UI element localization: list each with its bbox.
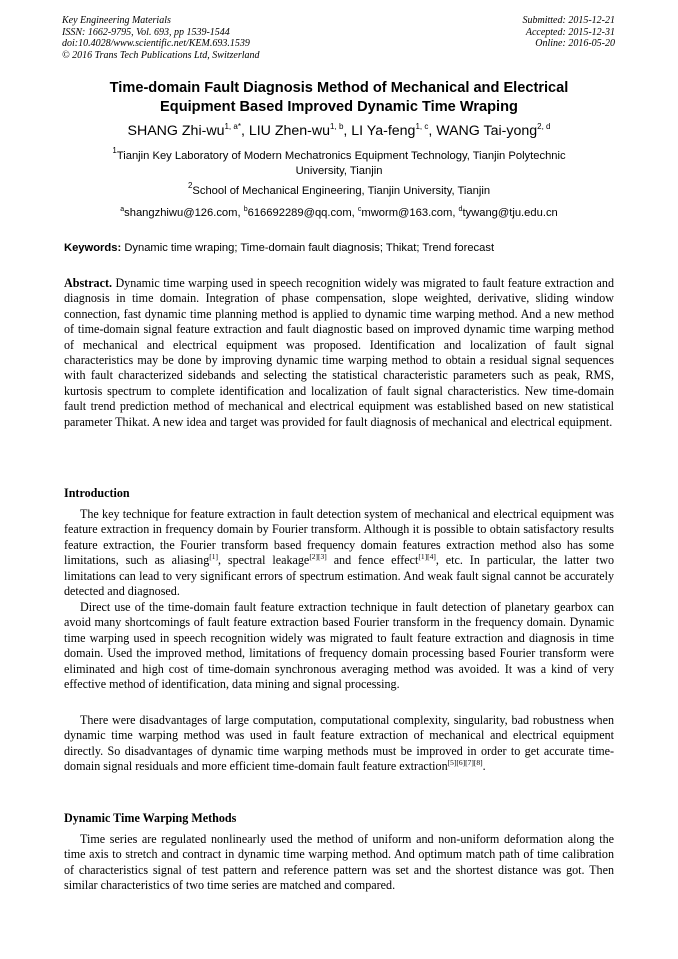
author-name: LIU Zhen-wu bbox=[248, 123, 331, 139]
citation-ref[interactable]: [5][6][7][8] bbox=[447, 758, 483, 768]
affiliation-2 bbox=[64, 181, 614, 199]
abstract-label: Abstract. bbox=[64, 276, 113, 290]
paragraph-text: , etc. In particular, the latter two limitations can lead to very significant errors of spectrum estimation. And weak fault signal cannot be accurately detected and diagnosed. bbox=[64, 553, 614, 599]
author-list: SHANG Zhi-$wu^{1, a*}$, LIU Zhen-wu$^{1, b}$, LI Ya-feng$^{1, c}$, WANG Tai-yong$^{2, d}$ bbox=[127, 122, 551, 139]
doi-line: doi:10.4028/www.scientific.net/KEM.693.1539 bbox=[62, 38, 250, 49]
keywords-text: Dynamic time wraping; Time-domain fault diagnosis; Thikat; Trend forecast bbox=[124, 242, 495, 254]
introduction-heading: Introduction bbox=[64, 486, 130, 500]
title-line-1: Time-domain Fault Diagnosis Method of Mechanical and Electrical bbox=[109, 80, 569, 96]
dates-header bbox=[523, 15, 616, 50]
keywords-line bbox=[64, 241, 614, 256]
keywords-label: Keywords: bbox=[64, 242, 122, 254]
email-list: $^a$shangzhiwu@126.com, $^b$616692289@qq.com, $^c$mworm@163.com, $^d$tywang@tju.edu.cn bbox=[120, 206, 558, 219]
paragraph-text: There were disadvantages of large computation, computational complexity, singularity, bad robustness when dynamic time warping method was used in fault feature extraction of mechanical and electrical equipment directly. So disadvantages of dynamic time warping methods must be improved in order to get accurate time-domain signal residuals and more efficient time-domain fault feature extraction bbox=[64, 713, 614, 774]
paragraph-text: The key technique for feature extraction in fault detection system of mechanical and electrical equipment was feature extraction in frequency domain by Fourier transform. Although it is possible to obtain satisfactory results feature extraction, the Fourier transform based frequency domain features extraction method also has some limitations, such as aliasing bbox=[64, 507, 614, 568]
online-date: Online: 2016-05-20 bbox=[535, 38, 615, 49]
journal-name: Key Engineering Materials bbox=[62, 15, 171, 26]
issn-line: ISSN: 1662-9795, Vol. 693, pp 1539-1544 bbox=[62, 26, 230, 38]
author-affiliation-mark: 1, a* bbox=[224, 122, 241, 131]
email-link[interactable]: 616692289@qq.com bbox=[247, 207, 352, 219]
paragraph-text: , spectral leakage bbox=[218, 553, 310, 568]
affiliation-text: School of Mechanical Engineering, Tianjin University, Tianjin bbox=[192, 185, 491, 197]
paragraph-text: and fence effect bbox=[326, 553, 419, 568]
email-mark: b bbox=[243, 206, 248, 213]
affiliation-text: University, Tianjin bbox=[295, 165, 383, 177]
abstract-paragraph bbox=[64, 276, 614, 430]
affiliation-mark: 2 bbox=[187, 181, 193, 190]
abstract-text: Dynamic time warping used in speech recognition widely was migrated to fault feature extraction and diagnosis in time domain. Integration of phase compensation, slope weighted, derivative, sliding window connection, fast dynamic time planning method is applied to dynamic time warping method. And a new method of time-domain signal feature extraction and fault diagnostic based on improved dynamic time warping method of mechanical and electrical equipment was proposed. Identification and localization of fault signal characteristics may be done by improving dynamic time warping method to obtain a residual signal sequences with fault characterized sidebands and selecting the statistical characteristic parameters such as peak, RMS, kurtosis spectrum to complete identification and localization of fault signal characteristics. New time-domain fault trend prediction method of mechanical and electrical equipment was established based on new statistical parameter Thikat. A new idea and target was provided for fault diagnosis of mechanical and electrical equipment. bbox=[64, 276, 614, 429]
body-paragraph bbox=[64, 507, 614, 599]
copyright-line: © 2016 Trans Tech Publications Ltd, Switzerland bbox=[62, 49, 260, 61]
citation-ref[interactable]: [2][3] bbox=[309, 552, 327, 562]
body-paragraph: Direct use of the time-domain fault feature extraction technique in fault detection of planetary gearbox can avoid many shortcomings of fault feature extraction based Fourier transform in the frequency domain. Dynamic time warping used in speech recognition widely was migrated to fault feature extraction and diagnosis in time domain. Used the improved method, limitations of frequency domain processing based Fourier transform were eliminated and high cost of time-domain synchronous averaging method was avoided. It was a kind of very effective method of identification, data mining and signal processing. bbox=[64, 600, 614, 692]
submitted-date: Submitted: 2015-12-21 bbox=[522, 15, 615, 26]
affiliation-1 bbox=[64, 146, 614, 179]
author-name: WANG Tai-yong bbox=[436, 123, 538, 139]
author-affiliation-mark: 1, c bbox=[415, 122, 429, 131]
journal-header bbox=[62, 15, 260, 61]
email-link[interactable]: shangzhiwu@126.com bbox=[124, 207, 238, 219]
author-affiliation-mark: 2, d bbox=[537, 122, 551, 131]
email-link[interactable]: tywang@tju.edu.cn bbox=[462, 207, 558, 219]
email-mark: c bbox=[357, 206, 362, 213]
author-affiliation-mark: 1, b bbox=[330, 122, 344, 131]
body-paragraph: Time series are regulated nonlinearly used the method of uniform and non-uniform deformation along the time axis to stretch and contract in dynamic time warping method. And optimum match path of time calibration of characteristics signal of test pattern and reference pattern was set and the shortest distance was got. Then similar characteristics of two time series are matched and compared. bbox=[64, 832, 614, 893]
accepted-date: Accepted: 2015-12-31 bbox=[525, 26, 615, 38]
title-line-2: Equipment Based Improved Dynamic Time Wraping bbox=[160, 99, 518, 115]
author-name: SHANG Zhi-wu bbox=[127, 123, 225, 139]
affiliation-text: Tianjin Key Laboratory of Modern Mechatronics Equipment Technology, Tianjin Polytechnic bbox=[116, 150, 566, 162]
dtw-methods-heading: Dynamic Time Warping Methods bbox=[64, 811, 237, 825]
body-paragraph bbox=[64, 713, 614, 775]
email-mark: a bbox=[120, 206, 125, 213]
citation-ref[interactable]: [1][4] bbox=[418, 552, 436, 562]
paper-title bbox=[64, 79, 614, 117]
email-link[interactable]: mworm@163.com bbox=[361, 207, 453, 219]
paragraph-text: . bbox=[482, 759, 486, 774]
citation-ref[interactable]: [1] bbox=[209, 552, 218, 562]
affiliation-mark: 1 bbox=[112, 146, 117, 155]
author-name: LI Ya-feng bbox=[351, 123, 416, 139]
email-mark: d bbox=[458, 206, 463, 213]
